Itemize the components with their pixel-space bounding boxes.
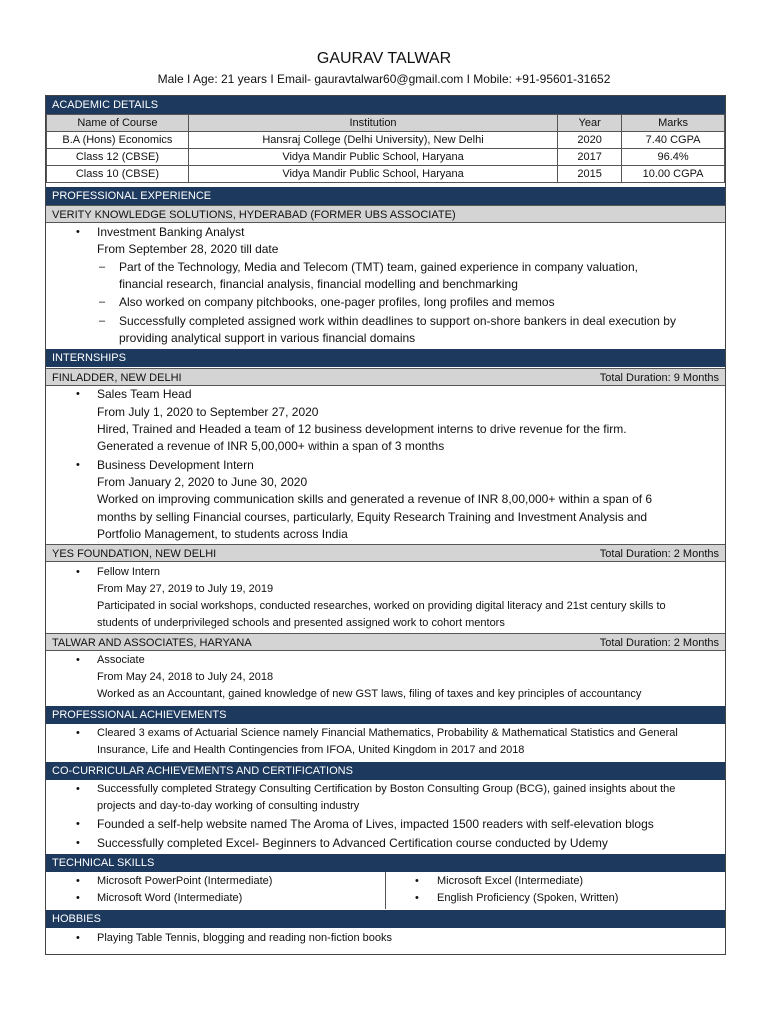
achievement-text: Cleared 3 exams of Actuarial Science namely Financial Mathematics, Probability & Mathematical Statistics and General <box>97 727 678 739</box>
yes-foundation-header <box>46 544 725 562</box>
section-experience: PROFESSIONAL EXPERIENCE <box>46 187 725 205</box>
bullet-icon: • <box>76 837 80 849</box>
cocurricular-item: Successfully completed Excel- Beginners to Advanced Certification course conducted by Udemy <box>97 836 608 850</box>
talwar-associates-header <box>46 633 725 651</box>
internship-desc: Participated in social workshops, conducted researches, worked on providing digital literacy and 21st century skills to <box>97 600 666 612</box>
bullet-icon: • <box>76 388 80 400</box>
cocurricular-item: projects and day-to-day working of consulting industry <box>97 800 360 812</box>
column-header: Marks <box>622 115 725 132</box>
internship-desc: Generated a revenue of INR 5,00,000+ within a span of 3 months <box>97 439 445 453</box>
bullet-icon: • <box>76 875 80 887</box>
section-cocurricular: CO-CURRICULAR ACHIEVEMENTS AND CERTIFICATIONS <box>46 762 725 780</box>
bullet-icon: • <box>415 892 419 904</box>
table-cell: 96.4% <box>622 149 725 166</box>
dash-icon: – <box>99 261 106 273</box>
table-header-row <box>47 115 725 132</box>
contact-line: Male I Age: 21 years I Email- gauravtalwar60@gmail.com I Mobile: +91-95601-31652 <box>157 72 611 86</box>
table-cell: Class 10 (CBSE) <box>47 166 189 183</box>
table-cell: 2020 <box>558 132 622 149</box>
experience-point: financial research, financial analysis, financial modelling and benchmarking <box>119 277 518 291</box>
bullet-icon: • <box>76 226 80 238</box>
experience-dates: From September 28, 2020 till date <box>97 242 279 256</box>
bullet-icon: • <box>76 459 80 471</box>
dash-icon: – <box>99 296 106 308</box>
skill-item: Microsoft PowerPoint (Intermediate) <box>97 875 273 887</box>
internship-role: Fellow Intern <box>97 566 160 578</box>
cocurricular-item: Founded a self-help website named The Aroma of Lives, impacted 1500 readers with self-elevation blogs <box>97 817 654 831</box>
bullet-icon: • <box>76 654 80 666</box>
skill-item: English Proficiency (Spoken, Written) <box>437 892 619 904</box>
section-achievements: PROFESSIONAL ACHIEVEMENTS <box>46 706 725 724</box>
total-duration: Total Duration: 9 Months <box>599 372 719 384</box>
internship-role: Business Development Intern <box>97 458 254 472</box>
table-cell: Class 12 (CBSE) <box>47 149 189 166</box>
section-internships: INTERNSHIPS <box>46 349 725 367</box>
bullet-icon: • <box>76 932 80 944</box>
company-name: FINLADDER, NEW DELHI <box>52 372 182 384</box>
bullet-icon: • <box>76 566 80 578</box>
achievement-text: Insurance, Life and Health Contingencies from IFOA, United Kingdom in 2017 and 2018 <box>97 744 525 756</box>
table-row <box>47 149 725 166</box>
total-duration: Total Duration: 2 Months <box>599 548 719 560</box>
skill-item: Microsoft Excel (Intermediate) <box>437 875 584 887</box>
candidate-name: GAURAV TALWAR <box>316 50 452 67</box>
section-academic: ACADEMIC DETAILS <box>46 96 725 114</box>
total-duration: Total Duration: 2 Months <box>599 637 719 649</box>
table-cell: 2015 <box>558 166 622 183</box>
academic-table <box>46 114 725 183</box>
internship-desc: Hired, Trained and Headed a team of 12 business development interns to drive revenue for the firm. <box>97 422 627 436</box>
section-skills: TECHNICAL SKILLS <box>46 854 725 872</box>
table-cell: Vidya Mandir Public School, Haryana <box>188 166 557 183</box>
finladder-header <box>46 368 725 386</box>
table-cell: 2017 <box>558 149 622 166</box>
dash-icon: – <box>99 315 106 327</box>
internship-desc: Worked on improving communication skills and generated a revenue of INR 8,00,000+ within a span of 6 <box>97 492 653 506</box>
column-header: Institution <box>188 115 557 132</box>
internship-dates: From January 2, 2020 to June 30, 2020 <box>97 475 308 489</box>
skill-item: Microsoft Word (Intermediate) <box>97 892 243 904</box>
experience-point: Successfully completed assigned work within deadlines to support on-shore bankers in deal execution by <box>119 314 676 328</box>
bullet-icon: • <box>76 818 80 830</box>
internship-role: Sales Team Head <box>97 387 192 401</box>
hobby-item: Playing Table Tennis, blogging and reading non-fiction books <box>97 932 392 944</box>
experience-point: providing analytical support in various financial domains <box>119 331 416 345</box>
column-header: Name of Course <box>47 115 189 132</box>
bullet-icon: • <box>76 783 80 795</box>
bullet-icon: • <box>76 892 80 904</box>
skills-divider <box>385 872 386 909</box>
table-cell: Vidya Mandir Public School, Haryana <box>188 149 557 166</box>
internship-dates: From May 24, 2018 to July 24, 2018 <box>97 671 274 683</box>
internship-role: Associate <box>97 654 145 666</box>
section-hobbies: HOBBIES <box>46 910 725 928</box>
bullet-icon: • <box>76 727 80 739</box>
experience-company: VERITY KNOWLEDGE SOLUTIONS, HYDERABAD (FORMER UBS ASSOCIATE) <box>46 205 725 223</box>
internship-desc: months by selling Financial courses, particularly, Equity Research Training and Investment Analysis and <box>97 510 648 524</box>
table-cell: 10.00 CGPA <box>622 166 725 183</box>
table-cell: Hansraj College (Delhi University), New Delhi <box>188 132 557 149</box>
cocurricular-item: Successfully completed Strategy Consulting Certification by Boston Consulting Group (BCG), gained insights about the <box>97 783 676 795</box>
bullet-icon: • <box>415 875 419 887</box>
internship-dates: From May 27, 2019 to July 19, 2019 <box>97 583 274 595</box>
column-header: Year <box>558 115 622 132</box>
internship-dates: From July 1, 2020 to September 27, 2020 <box>97 405 319 419</box>
internship-desc: students of underprivileged schools and presented assigned work to cohort mentors <box>97 617 505 629</box>
table-cell: B.A (Hons) Economics <box>47 132 189 149</box>
table-row <box>47 166 725 183</box>
experience-point: Part of the Technology, Media and Telecom (TMT) team, gained experience in company valuation, <box>119 260 638 274</box>
internship-desc: Portfolio Management, to students across India <box>97 527 348 541</box>
company-name: YES FOUNDATION, NEW DELHI <box>52 548 217 560</box>
experience-role: Investment Banking Analyst <box>97 225 245 239</box>
table-cell: 7.40 CGPA <box>622 132 725 149</box>
internship-desc: Worked as an Accountant, gained knowledge of new GST laws, filing of taxes and key principles of accountancy <box>97 688 642 700</box>
company-name: TALWAR AND ASSOCIATES, HARYANA <box>52 637 252 649</box>
table-row <box>47 132 725 149</box>
experience-point: Also worked on company pitchbooks, one-pager profiles, long profiles and memos <box>119 295 555 309</box>
